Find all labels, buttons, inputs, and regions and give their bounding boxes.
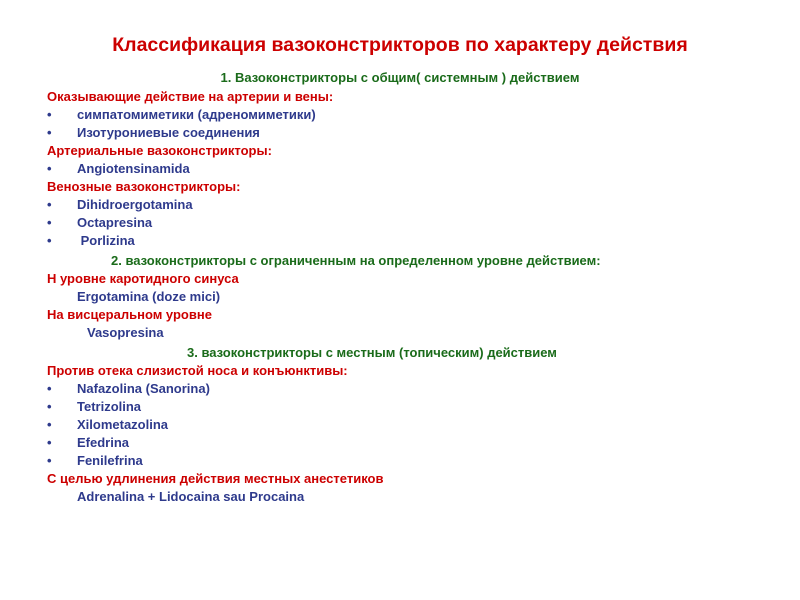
list-item [47,453,143,469]
section1-heading: 1. Вазоконстрикторы с общим( системным ) действием [220,70,580,85]
group-both-label: Оказывающие действие на артерии и вены: [47,89,334,104]
bullet: • [47,453,52,468]
bullet: • [47,125,52,140]
list-item [47,161,190,177]
list-item [47,399,141,415]
list-item-text: Octapresina [77,215,153,230]
bullet: • [47,233,52,248]
list-item [47,125,260,141]
bullet: • [47,215,52,230]
carotid-label: Н уровне каротидного синуса [47,271,239,286]
group-venous-label: Венозные вазоконстрикторы: [47,179,241,194]
bullet: • [47,435,52,450]
list-item-text: Nafazolina (Sanorina) [77,381,210,396]
list-item [47,233,135,249]
list-item [47,107,316,123]
list-item-text: Angiotensinamida [77,161,190,176]
bullet: • [47,399,52,414]
anesthetic-label: С целью удлинения действия местных анестетиков [47,471,384,486]
list-item-text: Dihidroergotamina [77,197,193,212]
group-arterial-label: Артериальные вазоконстрикторы: [47,143,272,158]
list-item [47,197,193,213]
list-item [47,381,210,397]
list-item [47,215,152,231]
list-item [47,435,129,451]
list-item-text: симпатомиметики (адреномиметики) [77,107,316,122]
visceral-label: На висцеральном уровне [47,307,212,322]
list-item-text: Xilometazolina [77,417,169,432]
list-item-text: Изотурониевые соединения [77,125,260,140]
list-item [47,417,168,433]
list-item-text: Tetrizolina [77,399,142,414]
list-item-text: Porlizina [77,233,135,248]
bullet: • [47,381,52,396]
bullet: • [47,197,52,212]
bullet: • [47,107,52,122]
section3-heading: 3. вазоконстрикторы с местным (топическим) действием [187,345,557,360]
nasal-label: Против отека слизистой носа и конъюнктивы: [47,363,348,378]
visceral-drug: Vasopresina [87,325,164,340]
section2-heading: 2. вазоконстрикторы с ограниченным на определенном уровне действием: [111,253,601,268]
bullet: • [47,161,52,176]
bullet: • [47,417,52,432]
list-item-text: Efedrina [77,435,130,450]
list-item-text: Fenilefrina [77,453,143,468]
carotid-drug: Ergotamina (doze mici) [77,289,221,304]
anesthetic-drug: Adrenalina + Lidocaina sau Procaina [77,489,305,504]
slide-title: Классификация вазоконстрикторов по характеру действия [112,34,688,56]
